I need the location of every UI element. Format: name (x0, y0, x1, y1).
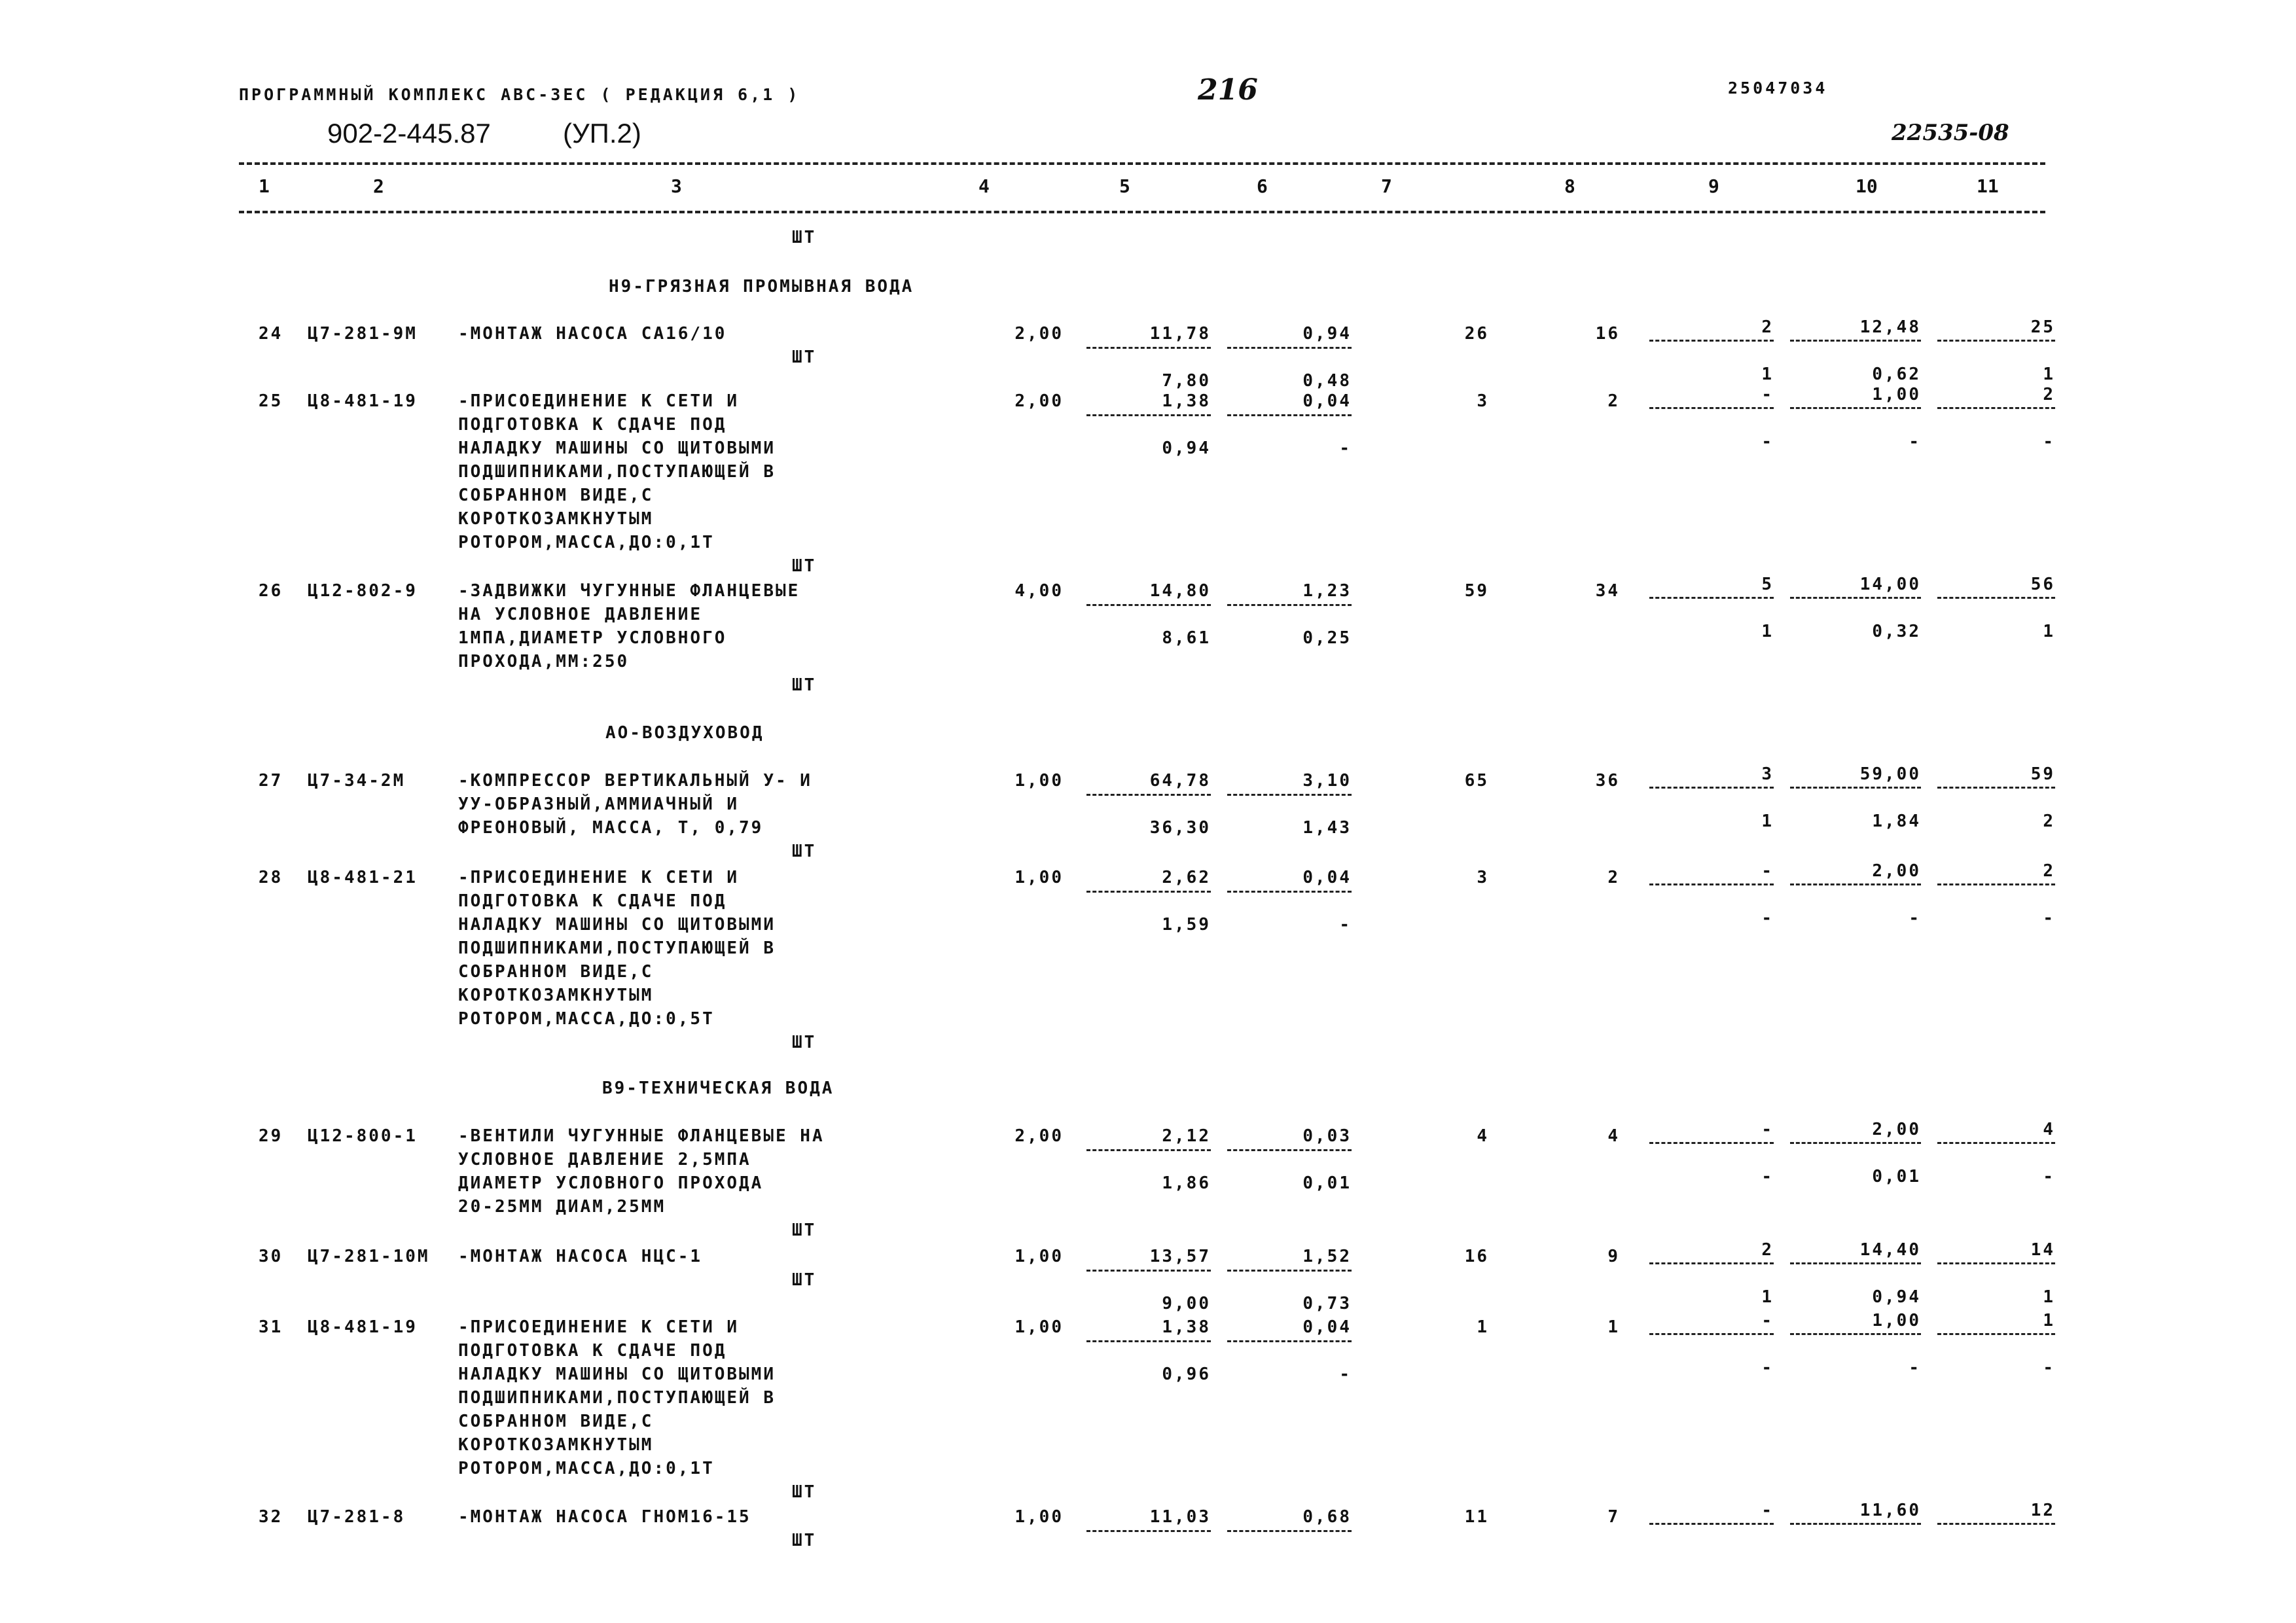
cost-underline (1227, 604, 1352, 606)
value-c9b: 1 (1761, 365, 1774, 384)
quantity-underline (1937, 597, 2055, 599)
norm-code: Ц7-34-2М (308, 771, 406, 791)
norm-code: Ц8-481-19 (308, 391, 418, 411)
quantity-underline (1937, 787, 2055, 789)
row-number: 28 (259, 868, 283, 887)
quantity-underline (1649, 1333, 1774, 1335)
row-number: 32 (259, 1507, 283, 1527)
value-c6: 0,04 (1302, 391, 1352, 411)
quantity-underline (1649, 1262, 1774, 1264)
work-description-line: -ПРИСОЕДИНЕНИЕ К СЕТИ И (458, 391, 740, 411)
quantity-underline (1790, 787, 1921, 789)
work-description-line: ДИАМЕТР УСЛОВНОГО ПРОХОДА (458, 1173, 764, 1193)
quantity-underline (1790, 1333, 1921, 1335)
value-c5b: 9,00 (1162, 1294, 1211, 1313)
work-description-line: КОРОТКОЗАМКНУТЫМ (458, 986, 654, 1005)
value-c5: 1,38 (1162, 391, 1211, 411)
column-number-5: 5 (1119, 175, 1130, 197)
value-c5b: 1,59 (1162, 915, 1211, 935)
value-c9: 5 (1761, 575, 1774, 594)
column-number-3: 3 (671, 175, 682, 197)
value-c6: 0,68 (1302, 1507, 1352, 1527)
value-c11: 59 (2030, 764, 2055, 784)
value-c5b: 0,94 (1162, 438, 1211, 458)
work-description-line: РОТОРОМ,МАССА,ДО:0,1Т (458, 1459, 715, 1478)
cost-underline (1086, 1149, 1211, 1151)
value-c4: 2,00 (1014, 1126, 1064, 1146)
value-c9b: 1 (1761, 812, 1774, 831)
work-description-line: ПРОХОДА,ММ:250 (458, 652, 630, 671)
work-description-line: СОБРАННОМ ВИДЕ,С (458, 962, 654, 982)
value-c9: 3 (1761, 764, 1774, 784)
value-c5: 14,80 (1149, 581, 1211, 601)
norm-code: Ц7-281-10М (308, 1247, 430, 1266)
work-description-line: СОБРАННОМ ВИДЕ,С (458, 1412, 654, 1431)
value-c4: 1,00 (1014, 868, 1064, 887)
work-description-line: -ЗАДВИЖКИ ЧУГУННЫЕ ФЛАНЦЕВЫЕ (458, 581, 800, 601)
value-c11: 1 (2043, 1311, 2055, 1330)
unit-label: ШТ (792, 842, 817, 861)
work-description-line: ПОДШИПНИКАМИ,ПОСТУПАЮЩЕЙ В (458, 462, 776, 482)
value-c8: 34 (1595, 581, 1620, 601)
work-description-line: СОБРАННОМ ВИДЕ,С (458, 486, 654, 505)
value-c11: 4 (2043, 1120, 2055, 1139)
work-description-line: -МОНТАЖ НАСОСА СА16/10 (458, 324, 727, 344)
value-c4: 2,00 (1014, 324, 1064, 344)
cost-underline (1086, 1340, 1211, 1342)
unit-label: ШТ (792, 1531, 817, 1550)
work-description-line: НА УСЛОВНОЕ ДАВЛЕНИЕ (458, 605, 703, 624)
row-number: 27 (259, 771, 283, 791)
value-c8: 2 (1607, 868, 1620, 887)
value-c5: 13,57 (1149, 1247, 1211, 1266)
quantity-underline (1937, 407, 2055, 409)
section-heading: В9-ТЕХНИЧЕСКАЯ ВОДА (602, 1079, 834, 1098)
column-number-1: 1 (259, 175, 270, 197)
work-description-line: РОТОРОМ,МАССА,ДО:0,5Т (458, 1009, 715, 1029)
quantity-underline (1790, 597, 1921, 599)
value-c10b: 0,62 (1872, 365, 1921, 384)
value-c6b: - (1339, 1364, 1352, 1384)
work-description-line: ФРЕОНОВЫЙ, МАССА, Т, 0,79 (458, 818, 764, 838)
value-c8: 36 (1595, 771, 1620, 791)
value-c6b: 0,73 (1302, 1294, 1352, 1313)
work-description-line: ПОДГОТОВКА К СДАЧЕ ПОД (458, 891, 727, 911)
value-c9: - (1761, 1311, 1774, 1330)
value-c6: 1,23 (1302, 581, 1352, 601)
norm-code: Ц7-281-9М (308, 324, 418, 344)
row-number: 24 (259, 324, 283, 344)
value-c11: 2 (2043, 861, 2055, 881)
value-c11b: 1 (2043, 365, 2055, 384)
value-c11b: 1 (2043, 622, 2055, 641)
value-c6: 0,04 (1302, 868, 1352, 887)
value-c5: 2,62 (1162, 868, 1211, 887)
page-number: 216 (1198, 73, 1258, 107)
value-c5b: 1,86 (1162, 1173, 1211, 1193)
quantity-underline (1649, 787, 1774, 789)
cost-underline (1227, 1340, 1352, 1342)
value-c6b: 1,43 (1302, 818, 1352, 838)
value-c9: 2 (1761, 1240, 1774, 1260)
quantity-underline (1937, 1142, 2055, 1144)
value-c6b: - (1339, 915, 1352, 935)
value-c6: 0,04 (1302, 1317, 1352, 1337)
value-c11b: - (2043, 1358, 2055, 1378)
value-c9: 2 (1761, 317, 1774, 337)
cost-underline (1086, 891, 1211, 893)
value-c5: 11,03 (1149, 1507, 1211, 1527)
value-c5b: 8,61 (1162, 628, 1211, 648)
cost-underline (1227, 1149, 1352, 1151)
quantity-underline (1649, 1523, 1774, 1525)
value-c5: 11,78 (1149, 324, 1211, 344)
value-c7: 4 (1477, 1126, 1489, 1146)
value-c10: 14,40 (1859, 1240, 1921, 1260)
value-c6b: 0,48 (1302, 371, 1352, 391)
value-c6b: 0,25 (1302, 628, 1352, 648)
row-number: 29 (259, 1126, 283, 1146)
value-c7: 59 (1464, 581, 1489, 601)
column-number-6: 6 (1257, 175, 1268, 197)
value-c4: 1,00 (1014, 1317, 1064, 1337)
cost-underline (1086, 1270, 1211, 1272)
unit-label: ШТ (792, 1270, 817, 1290)
value-c7: 11 (1464, 1507, 1489, 1527)
quantity-underline (1937, 1523, 2055, 1525)
quantity-underline (1790, 340, 1921, 342)
document-number: 902-2-445.87 (327, 118, 491, 149)
value-c10: 2,00 (1872, 861, 1921, 881)
value-c10: 14,00 (1859, 575, 1921, 594)
norm-code: Ц12-800-1 (308, 1126, 418, 1146)
value-c11: 25 (2030, 317, 2055, 337)
work-description-line: -ПРИСОЕДИНЕНИЕ К СЕТИ И (458, 1317, 740, 1337)
column-number-2: 2 (373, 175, 384, 197)
row-number: 31 (259, 1317, 283, 1337)
sheet-reference: 22535-08 (1892, 120, 2009, 146)
cost-underline (1227, 347, 1352, 349)
cost-underline (1086, 794, 1211, 796)
value-c6: 0,03 (1302, 1126, 1352, 1146)
program-header: ПРОГРАММНЫЙ КОМПЛЕКС АВС-ЗЕС ( РЕДАКЦИЯ 6,1 ) (239, 85, 800, 104)
value-c10: 1,00 (1872, 385, 1921, 404)
value-c10: 1,00 (1872, 1311, 1921, 1330)
value-c5: 64,78 (1149, 771, 1211, 791)
value-c9b: 1 (1761, 622, 1774, 641)
column-number-7: 7 (1381, 175, 1392, 197)
work-description-line: -КОМПРЕССОР ВЕРТИКАЛЬНЫЙ У- И (458, 771, 812, 791)
value-c8: 4 (1607, 1126, 1620, 1146)
work-description-line: -МОНТАЖ НАСОСА ГНОМ16-15 (458, 1507, 751, 1527)
value-c7: 65 (1464, 771, 1489, 791)
value-c8: 7 (1607, 1507, 1620, 1527)
value-c8: 16 (1595, 324, 1620, 344)
norm-code: Ц8-481-21 (308, 868, 418, 887)
value-c9b: - (1761, 432, 1774, 452)
value-c11: 12 (2030, 1501, 2055, 1520)
value-c11: 56 (2030, 575, 2055, 594)
unit-label: ШТ (792, 1033, 817, 1052)
column-number-9: 9 (1708, 175, 1719, 197)
value-c10b: 0,32 (1872, 622, 1921, 641)
cost-underline (1227, 1530, 1352, 1532)
value-c10: 59,00 (1859, 764, 1921, 784)
work-description-line: ПОДШИПНИКАМИ,ПОСТУПАЮЩЕЙ В (458, 938, 776, 958)
value-c7: 26 (1464, 324, 1489, 344)
norm-code: Ц8-481-19 (308, 1317, 418, 1337)
quantity-underline (1649, 883, 1774, 885)
quantity-underline (1937, 1333, 2055, 1335)
work-description-line: РОТОРОМ,МАССА,ДО:0,1Т (458, 533, 715, 552)
value-c11: 14 (2030, 1240, 2055, 1260)
value-c6: 3,10 (1302, 771, 1352, 791)
row-number: 30 (259, 1247, 283, 1266)
unit-label: ШТ (792, 348, 817, 367)
value-c10b: 0,01 (1872, 1167, 1921, 1186)
header-bottom-rule (239, 211, 2045, 213)
quantity-underline (1649, 340, 1774, 342)
work-description-line: ПОДШИПНИКАМИ,ПОСТУПАЮЩЕЙ В (458, 1388, 776, 1408)
quantity-underline (1649, 1142, 1774, 1144)
value-c5: 2,12 (1162, 1126, 1211, 1146)
column-number-4: 4 (978, 175, 990, 197)
quantity-underline (1790, 1142, 1921, 1144)
value-c4: 2,00 (1014, 391, 1064, 411)
norm-code: Ц7-281-8 (308, 1507, 406, 1527)
quantity-underline (1937, 1262, 2055, 1264)
work-description-line: НАЛАДКУ МАШИНЫ СО ЩИТОВЫМИ (458, 438, 776, 458)
value-c9: - (1761, 861, 1774, 881)
value-c4: 1,00 (1014, 1507, 1064, 1527)
cost-underline (1086, 604, 1211, 606)
row-number: 26 (259, 581, 283, 601)
column-number-10: 10 (1856, 175, 1878, 197)
header-top-rule (239, 162, 2045, 165)
work-description-line: -МОНТАЖ НАСОСА НЦС-1 (458, 1247, 703, 1266)
value-c10b: 0,94 (1872, 1287, 1921, 1307)
value-c7: 3 (1477, 391, 1489, 411)
value-c9b: - (1761, 1358, 1774, 1378)
column-number-11: 11 (1977, 175, 1999, 197)
value-c10: 12,48 (1859, 317, 1921, 337)
value-c10b: - (1909, 1358, 1921, 1378)
value-c11b: 2 (2043, 812, 2055, 831)
value-c4: 4,00 (1014, 581, 1064, 601)
quantity-underline (1790, 1262, 1921, 1264)
value-c10b: 1,84 (1872, 812, 1921, 831)
cost-underline (1086, 414, 1211, 416)
value-c6b: - (1339, 438, 1352, 458)
value-c4: 1,00 (1014, 771, 1064, 791)
unit-label: ШТ (792, 556, 817, 576)
value-c8: 1 (1607, 1317, 1620, 1337)
quantity-underline (1937, 883, 2055, 885)
work-description-line: -ВЕНТИЛИ ЧУГУННЫЕ ФЛАНЦЕВЫЕ НА (458, 1126, 825, 1146)
value-c5b: 36,30 (1149, 818, 1211, 838)
value-c9b: - (1761, 908, 1774, 928)
quantity-underline (1649, 597, 1774, 599)
quantity-underline (1790, 1523, 1921, 1525)
value-c5b: 0,96 (1162, 1364, 1211, 1384)
work-description-line: КОРОТКОЗАМКНУТЫМ (458, 509, 654, 529)
work-description-line: -ПРИСОЕДИНЕНИЕ К СЕТИ И (458, 868, 740, 887)
value-c10: 11,60 (1859, 1501, 1921, 1520)
value-c11b: 1 (2043, 1287, 2055, 1307)
quantity-underline (1790, 883, 1921, 885)
quantity-underline (1937, 340, 2055, 342)
value-c9: - (1761, 1501, 1774, 1520)
value-c11: 2 (2043, 385, 2055, 404)
cost-underline (1086, 347, 1211, 349)
value-c11b: - (2043, 1167, 2055, 1186)
cost-underline (1227, 414, 1352, 416)
value-c6: 0,94 (1302, 324, 1352, 344)
row-number: 25 (259, 391, 283, 411)
value-c11b: - (2043, 908, 2055, 928)
value-c9b: 1 (1761, 1287, 1774, 1307)
work-description-line: НАЛАДКУ МАШИНЫ СО ЩИТОВЫМИ (458, 1364, 776, 1384)
quantity-underline (1649, 407, 1774, 409)
work-description-line: КОРОТКОЗАМКНУТЫМ (458, 1435, 654, 1455)
value-c4: 1,00 (1014, 1247, 1064, 1266)
album-label: (УП.2) (563, 118, 641, 149)
value-c9: - (1761, 1120, 1774, 1139)
work-description-line: 1МПА,ДИАМЕТР УСЛОВНОГО (458, 628, 727, 648)
column-number-8: 8 (1564, 175, 1575, 197)
value-c5b: 7,80 (1162, 371, 1211, 391)
cost-underline (1227, 891, 1352, 893)
value-c10b: - (1909, 432, 1921, 452)
unit-label: ШТ (792, 228, 817, 247)
unit-label: ШТ (792, 1482, 817, 1502)
norm-code: Ц12-802-9 (308, 581, 418, 601)
value-c7: 1 (1477, 1317, 1489, 1337)
unit-label: ШТ (792, 1221, 817, 1240)
work-description-line: УУ-ОБРАЗНЫЙ,АММИАЧНЫЙ И (458, 794, 740, 814)
value-c7: 16 (1464, 1247, 1489, 1266)
work-description-line: 20-25ММ ДИАМ,25ММ (458, 1197, 666, 1217)
cost-underline (1086, 1530, 1211, 1532)
value-c6: 1,52 (1302, 1247, 1352, 1266)
work-description-line: УСЛОВНОЕ ДАВЛЕНИЕ 2,5МПА (458, 1150, 751, 1169)
value-c9: - (1761, 385, 1774, 404)
value-c5: 1,38 (1162, 1317, 1211, 1337)
unit-label: ШТ (792, 675, 817, 695)
value-c10: 2,00 (1872, 1120, 1921, 1139)
work-description-line: НАЛАДКУ МАШИНЫ СО ЩИТОВЫМИ (458, 915, 776, 935)
value-c8: 9 (1607, 1247, 1620, 1266)
document-code: 25047034 (1728, 79, 1828, 98)
value-c6b: 0,01 (1302, 1173, 1352, 1193)
value-c7: 3 (1477, 868, 1489, 887)
value-c10b: - (1909, 908, 1921, 928)
section-heading: Н9-ГРЯЗНАЯ ПРОМЫВНАЯ ВОДА (609, 277, 914, 296)
cost-underline (1227, 794, 1352, 796)
value-c8: 2 (1607, 391, 1620, 411)
section-heading: АО-ВОЗДУХОВОД (605, 723, 764, 743)
work-description-line: ПОДГОТОВКА К СДАЧЕ ПОД (458, 415, 727, 435)
cost-underline (1227, 1270, 1352, 1272)
value-c11b: - (2043, 432, 2055, 452)
value-c9b: - (1761, 1167, 1774, 1186)
quantity-underline (1790, 407, 1921, 409)
work-description-line: ПОДГОТОВКА К СДАЧЕ ПОД (458, 1341, 727, 1361)
